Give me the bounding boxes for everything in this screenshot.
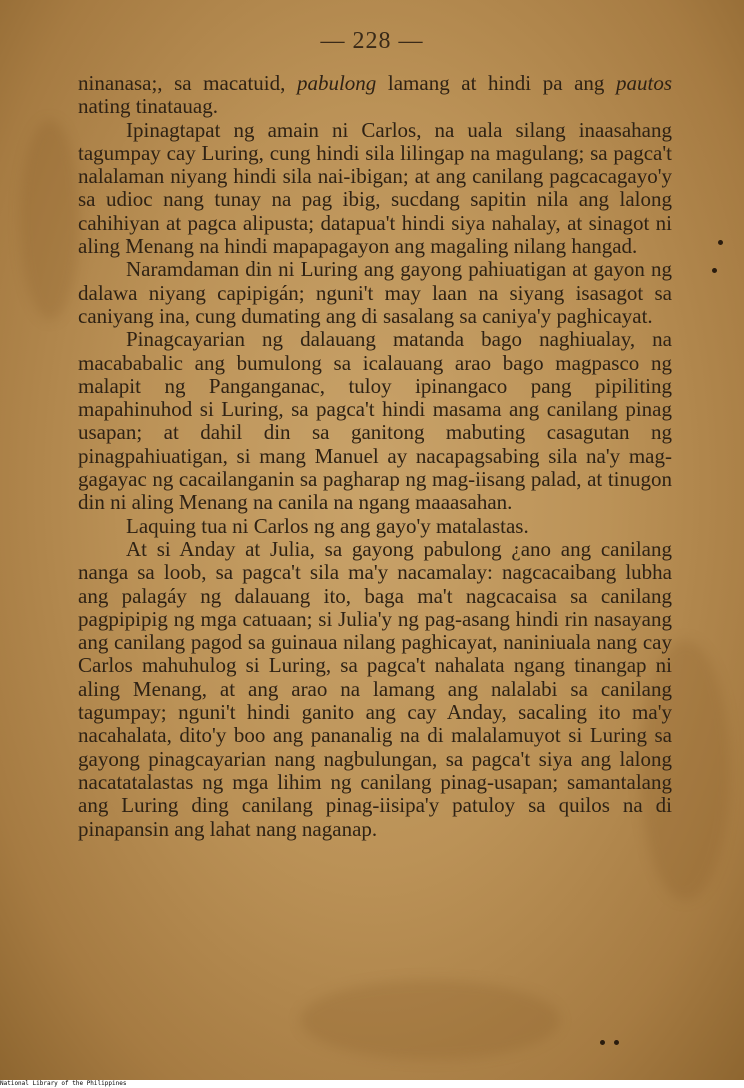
ink-speck [712,268,717,273]
paragraph-text: Ipinagtapat ng amain ni Carlos, na uala silang inaasahang tagumpay cay Luring, cung hindi sila lilingap na magulang; sa pagca't nalalaman niyang hindi sila nai-ibigan; at ang canilang pagcacagayo'y sa udioc nang tunay na pag ibig, sucdang sapitin nila ang lalong cahihiyan at pagca alipusta; datapua't hindi siya nahalay, at sinagot ni aling Menang na hindi mapapagayon ang magaling nilang hangad. [78,117,672,259]
paragraph-text: Pinagcayarian ng dalauang matanda bago naghiualay, na macababalic ang bumulong sa icalauang arao bago magpasco ng malapit ng Panganganac, tuloy ipinangaco pang pipiliting mapahinuhod si Luring, sa pagca't hindi masama ang canilang pinag usapan; at dahil din sa ganitong mabuting casagutan ng pinagpahiuatigan, si mang Manuel ay nacapagsabing sila na'y mag-gagayac ng cacailanganin sa pagharap ng mag-iisang palad, at tinugon din ni aling Menang na canila na ngang maaasahan. [78,327,672,515]
paragraph [78,538,672,841]
ink-speck [614,1040,619,1045]
italic-text: pabulong [296,71,377,95]
paragraph [78,328,672,514]
paragraph-text: At si Anday at Julia, sa gayong pabulong ¿ano ang canilang nanga sa loob, sa pagca't sila ma'y nacamalay: nagcacaibang lubha ang palagáy ng dalauang ito, baga ma't nagcacaisa sa canilang pagpipipig ng mga catuaan; si Julia'y ng pag-asang hindi rin nasayang ang canilang pagod sa guinaua nilang paghicayat, naniniuala nang cay Carlos mahuhulog si Luring, sa pagca't nahalata ngang tinangap ni aling Menang, at ang arao na lamang ang nalalabi sa canilang tagumpay; nguni't hindi ganito ang cay Anday, sacaling ito ma'y nacahalata, dito'y boo ang pananalig na di malalamuyot si Luring sa gayong pinagcayarian nang nagbulungan, sa pagca't siya ang lalong nacatatalastas ng mga lihim ng canilang pinag-usapan; samantalang ang Luring ding canilang pinag-iisipa'y patuloy sa quilos na di pinapansin ang lahat nang naganap. [78,536,672,841]
paper-stain [20,120,80,320]
paragraph [78,515,672,538]
paragraph-text: Laquing tua ni Carlos ng ang gayo'y matalastas. [126,513,529,538]
paper-stain [300,980,560,1060]
ink-speck [600,1040,605,1045]
paragraph-text: nating tinatauag. [78,94,218,119]
footer-credit: National Library of the Philippines [0,1080,127,1087]
italic-text: pautos [616,71,673,95]
ink-speck [718,240,723,245]
paragraph-text: Naramdaman din ni Luring ang gayong pahiuatigan at gayon ng dalawa niyang capipigán; nguni't may laan na siyang isasagot sa caniyang ina, cung dumating ang di sasalang sa caniya'y paghicayat. [78,257,672,328]
paragraph-text: ninanasa;, sa macatuid, [78,71,297,95]
paragraph [78,258,672,328]
page-number: — 228 — [320,28,424,54]
paragraph [78,119,672,259]
paragraph [78,72,672,119]
paragraph-text: lamang at hindi pa ang [376,71,616,95]
text-body [78,72,672,841]
